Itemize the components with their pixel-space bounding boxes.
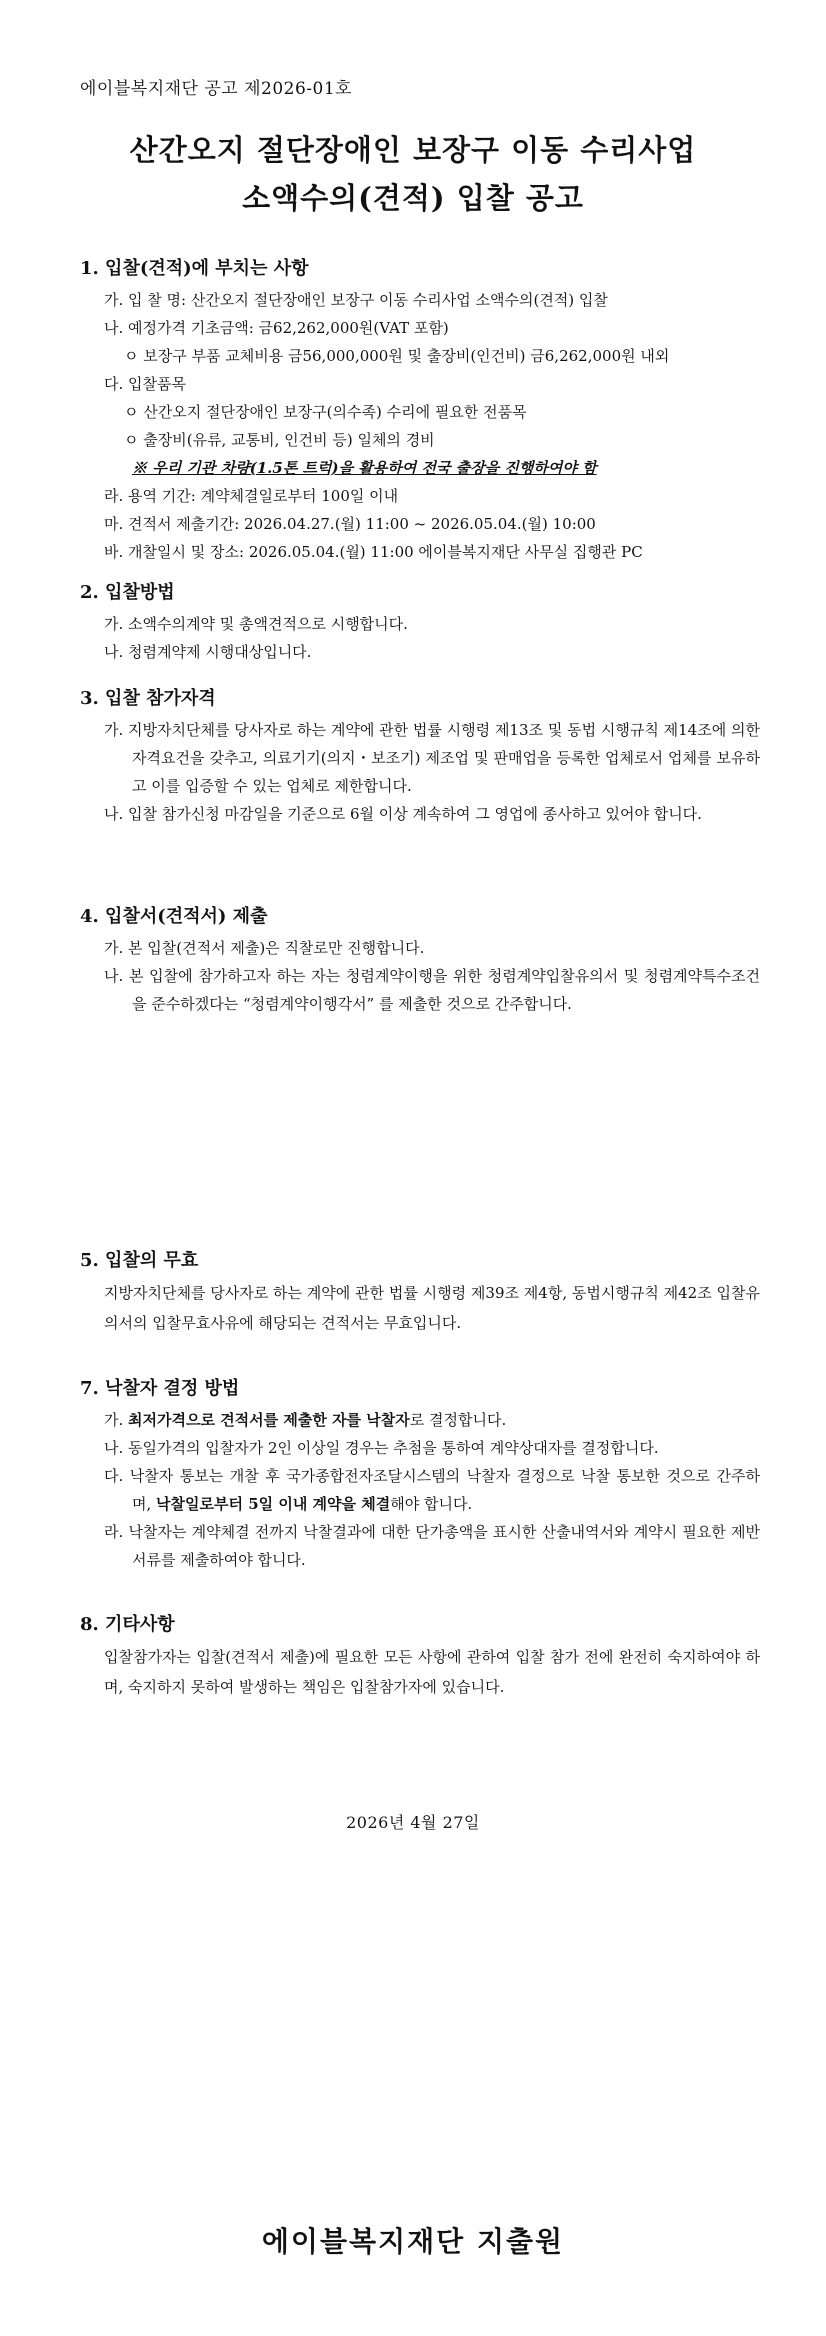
s8-body: 입찰참가자는 입찰(견적서 제출)에 필요한 모든 사항에 관하여 입찰 참가 전에 완전히 숙지하여야 하며, 숙지하지 못하여 발생하는 책임은 입찰참가자에 있습니다. (104, 1648, 760, 1696)
section-7 (80, 1374, 760, 1574)
s7-item-ga: 가. 최저가격으로 견적서를 제출한 자를 낙찰자로 결정합니다. (104, 1411, 507, 1429)
s2-item-ga: 가. 소액수의계약 및 총액견적으로 시행합니다. (104, 615, 408, 633)
section-8-heading: 8. 기타사항 (80, 1614, 175, 1635)
s4-item-ga: 가. 본 입찰(견적서 제출)은 직찰로만 진행합니다. (104, 939, 425, 957)
s1-item-ga: 가. 입 찰 명: 산간오지 절단장애인 보장구 이동 수리사업 소액수의(견적) 입찰 (104, 291, 608, 309)
section-4 (80, 902, 760, 1018)
s1-item-na: 나. 예정가격 기초금액: 금62,262,000원(VAT 포함) (104, 319, 449, 337)
notice-date: 2026년 4월 27일 (346, 1813, 480, 1832)
section-7-heading: 7. 낙찰자 결정 방법 (80, 1378, 240, 1399)
s1-item-da-sub1: ㅇ 산간오지 절단장애인 보장구(의수족) 수리에 필요한 전품목 (124, 403, 527, 421)
s7-item-ra: 라. 낙찰자는 계약체결 전까지 낙찰결과에 대한 단가총액을 표시한 산출내역서와 계약시 필요한 제반서류를 제출하여야 합니다. (104, 1523, 760, 1569)
section-3-heading: 3. 입찰 참가자격 (80, 688, 216, 709)
s7-item-na: 나. 동일가격의 입찰자가 2인 이상일 경우는 추첨을 통하여 계약상대자를 결정합니다. (104, 1439, 659, 1457)
s1-item-na-sub: ㅇ 보장구 부품 교체비용 금56,000,000원 및 출장비(인건비) 금6,262,000원 내외 (124, 347, 670, 365)
section-1 (80, 254, 760, 566)
section-2 (80, 578, 760, 666)
notice-number: 에이블복지재단 공고 제2026-01호 (80, 79, 353, 99)
section-2-heading: 2. 입찰방법 (80, 582, 175, 603)
s1-vehicle-note: ※ 우리 기관 차량(1.5톤 트럭)을 활용하여 전국 출장을 진행하여야 함 (132, 459, 597, 477)
section-1-heading: 1. 입찰(견적)에 부치는 사항 (80, 258, 309, 279)
s1-item-ma: 마. 견적서 제출기간: 2026.04.27.(월) 11:00 ~ 2026.05.04.(월) 10:00 (104, 515, 596, 533)
s5-body: 지방자치단체를 당사자로 하는 계약에 관한 법률 시행령 제39조 제4항, 동법시행규칙 제42조 입찰유의서의 입찰무효사유에 해당되는 견적서는 무효입니다. (104, 1284, 760, 1332)
s1-item-da: 다. 입찰품목 (104, 375, 186, 393)
title-line-1: 산간오지 절단장애인 보장구 이동 수리사업 (129, 133, 697, 167)
s4-item-na: 나. 본 입찰에 참가하고자 하는 자는 청렴계약이행을 위한 청렴계약입찰유의서 및 청렴계약특수조건을 준수하겠다는 “청렴계약이행각서” 를 제출한 것으로 간주합니다. (104, 967, 760, 1013)
s7-item-da: 다. 낙찰자 통보는 개찰 후 국가종합전자조달시스템의 낙찰자 결정으로 낙찰 통보한 것으로 간주하며, 낙찰일로부터 5일 이내 계약을 체결해야 합니다. (104, 1467, 760, 1513)
section-8 (80, 1610, 760, 1702)
title-line-2: 소액수의(견적) 입찰 공고 (242, 181, 584, 215)
section-5 (80, 1246, 760, 1338)
s1-item-da-sub2: ㅇ 출장비(유류, 교통비, 인건비 등) 일체의 경비 (124, 431, 435, 449)
section-4-heading: 4. 입찰서(견적서) 제출 (80, 906, 268, 927)
s1-item-ba: 바. 개찰일시 및 장소: 2026.05.04.(월) 11:00 에이블복지재단 사무실 집행관 PC (104, 543, 643, 561)
s3-item-na: 나. 입찰 참가신청 마감일을 기준으로 6월 이상 계속하여 그 영업에 종사하고 있어야 합니다. (104, 805, 702, 823)
s2-item-na: 나. 청렴계약제 시행대상입니다. (104, 643, 312, 661)
s1-item-ra: 라. 용역 기간: 계약체결일로부터 100일 이내 (104, 487, 399, 505)
s3-item-ga: 가. 지방자치단체를 당사자로 하는 계약에 관한 법률 시행령 제13조 및 동법 시행규칙 제14조에 의한 자격요건을 갖추고, 의료기기(의지・보조기) 제조업 및 판매업을 등록한 업체로서 업체를 보유하고 이를 입증할 수 있는 업체로 제한합니다. (104, 721, 760, 795)
section-3 (80, 684, 760, 828)
signer-name: 에이블복지재단 지출원 (261, 2225, 565, 2258)
section-5-heading: 5. 입찰의 무효 (80, 1250, 199, 1271)
